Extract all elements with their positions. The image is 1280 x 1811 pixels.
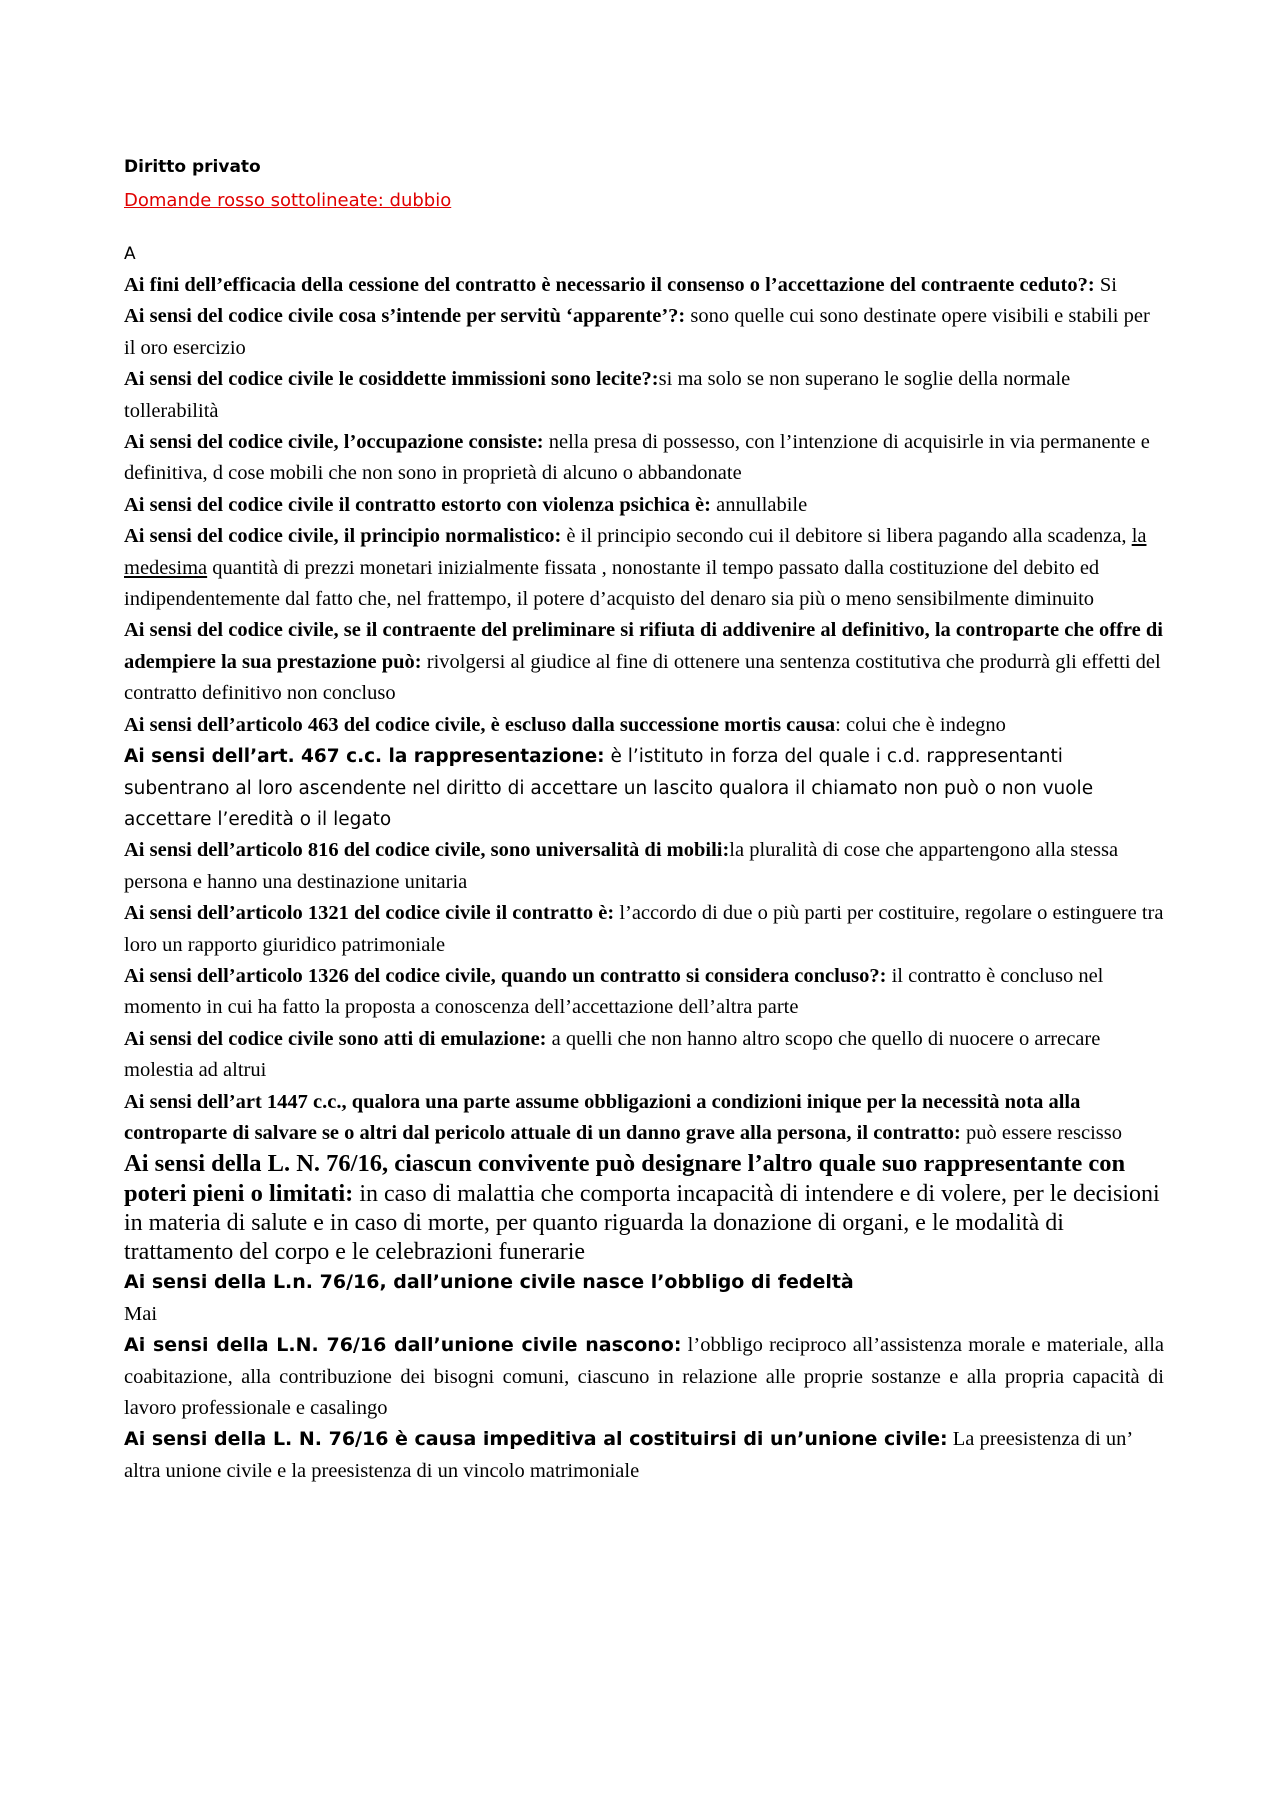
- qa-item: [124, 270, 1164, 301]
- question: Ai sensi dell’articolo 816 del codice civile, sono universalità di mobili:: [124, 839, 730, 862]
- section-letter: A: [124, 244, 136, 264]
- question: Ai sensi del codice civile, se il contraente del preliminare si rifiuta di addivenire al definitivo, la controparte che offre di adempiere la sua prestazione può:: [124, 619, 1163, 673]
- qa-item: [124, 835, 1164, 898]
- qa-item: [124, 710, 1164, 741]
- qa-item: [124, 521, 1164, 615]
- answer: a quelli che non hanno altro scopo che quello di nuocere o arrecare molestia ad altrui: [124, 1027, 1101, 1082]
- qa-item: [124, 1087, 1164, 1150]
- answer: il contratto è concluso nel momento in cui ha fatto la proposta a conoscenza dell’accettazione dell’altra parte: [124, 964, 1104, 1019]
- qa-item: [124, 741, 1164, 835]
- answer: annullabile: [710, 493, 808, 516]
- qa-item: [124, 490, 1164, 521]
- qa-item: [124, 898, 1164, 961]
- qa-item: [124, 615, 1164, 709]
- question: Ai sensi della L. N. 76/16 è causa impeditiva al costituirsi di un’unione civile:: [124, 1428, 948, 1451]
- question: Ai sensi della L.N. 76/16 dall’unione civile nascono:: [124, 1334, 682, 1357]
- answer: l’obbligo reciproco all’assistenza morale e materiale, alla coabitazione, alla contribuzione dei bisogni comuni, ciascuno in relazione alle proprie sostanze e alla propria capacità di lavoro professionale e casalingo: [124, 1334, 1164, 1419]
- answer: quantità di prezzi monetari inizialmente fissata , nonostante il tempo passato dalla costituzione del debito ed indipendentemente dal fatto che, nel frattempo, il potere d’acquisto del denaro sia più o meno sensibilmente diminuito: [124, 556, 1100, 611]
- answer: rivolgersi al giudice al fine di ottenere una sentenza costitutiva che produrrà gli effetti del contratto definitivo non concluso: [124, 650, 1161, 705]
- qa-item: [124, 1267, 1164, 1330]
- answer: sono quelle cui sono destinate opere visibili e stabili per il oro esercizio: [124, 305, 1150, 359]
- qa-item: [124, 1149, 1164, 1267]
- legend-doubt: Domande rosso sottolineate: dubbio: [124, 190, 452, 211]
- answer: si ma solo se non superano le soglie della normale tollerabilità: [124, 368, 1071, 422]
- answer: Mai: [124, 1302, 158, 1325]
- question: Ai sensi del codice civile, l’occupazione consiste:: [124, 431, 544, 454]
- answer: : colui che è indegno: [835, 713, 1006, 736]
- answer: Si: [1094, 274, 1117, 296]
- qa-item: [124, 364, 1164, 427]
- document-page: [124, 150, 1164, 1487]
- qa-item: [124, 301, 1164, 364]
- question: Ai sensi del codice civile il contratto estorto con violenza psichica è:: [124, 493, 711, 516]
- question: Ai sensi dell’art 1447 c.c., qualora una parte assume obbligazioni a condizioni inique per la necessità nota alla controparte di salvare se o altri dal pericolo attuale di un danno grave alla persona, il contratto:: [124, 1090, 1081, 1144]
- question: Ai sensi dell’articolo 1326 del codice civile, quando un contratto si considera concluso?:: [124, 964, 887, 987]
- answer: La preesistenza di un’ altra unione civile e la preesistenza di un vincolo matrimoniale: [124, 1428, 1132, 1482]
- answer: in caso di malattia che comporta incapacità di intendere e di volere, per le decisioni in materia di salute e in caso di morte, per quanto riguarda la donazione di organi, e le modalità di trattamento del corpo e le celebrazioni funerarie: [124, 1181, 1160, 1266]
- question: Ai fini dell’efficacia della cessione del contratto è necessario il consenso o l’accettazione del contraente ceduto?:: [124, 274, 1095, 296]
- answer: può essere rescisso: [960, 1121, 1122, 1144]
- question: Ai sensi dell’articolo 463 del codice civile, è escluso dalla successione mortis causa: [124, 713, 836, 736]
- question: Ai sensi del codice civile le cosiddette immissioni sono lecite?:: [124, 368, 659, 391]
- answer: è il principio secondo cui il debitore si libera pagando alla scadenza,: [561, 525, 1132, 548]
- question: Ai sensi dell’art. 467 c.c. la rappresentazione:: [124, 746, 605, 768]
- question: Ai sensi del codice civile cosa s’intende per servitù ‘apparente’?:: [124, 305, 686, 328]
- qa-item: [124, 427, 1164, 490]
- answer: nella presa di possesso, con l’intenzione di acquisirle in via permanente e definitiva, d cose mobili che non sono in proprietà di alcuno o abbandonate: [124, 431, 1150, 485]
- qa-item: [124, 1330, 1164, 1424]
- qa-item: [124, 961, 1164, 1024]
- question: Ai sensi del codice civile, il principio normalistico:: [124, 525, 562, 548]
- answer: è l’istituto in forza del quale i c.d. rappresentanti subentrano al loro ascendente nel diritto di accettare un lascito qualora il chiamato non può o non vuole accettare l’eredità o il legato: [124, 746, 1094, 830]
- document-title: Diritto privato: [124, 157, 261, 177]
- answer: la pluralità di cose che appartengono alla stessa persona e hanno una destinazione unitaria: [124, 839, 1119, 893]
- question: Ai sensi dell’articolo 1321 del codice civile il contratto è:: [124, 902, 615, 925]
- question: Ai sensi del codice civile sono atti di emulazione:: [124, 1027, 547, 1050]
- answer-underlined: la medesima: [124, 525, 1147, 579]
- question: Ai sensi della L. N. 76/16, ciascun convivente può designare l’altro quale suo rappresentante con poteri pieni o limitati:: [124, 1150, 1126, 1208]
- answer: l’accordo di due o più parti per costituire, regolare o estinguere tra loro un rapporto giuridico patrimoniale: [124, 902, 1164, 956]
- qa-item: [124, 1024, 1164, 1087]
- question: Ai sensi della L.n. 76/16, dall’unione civile nasce l’obbligo di fedeltà: [124, 1271, 854, 1294]
- qa-item: [124, 1424, 1164, 1487]
